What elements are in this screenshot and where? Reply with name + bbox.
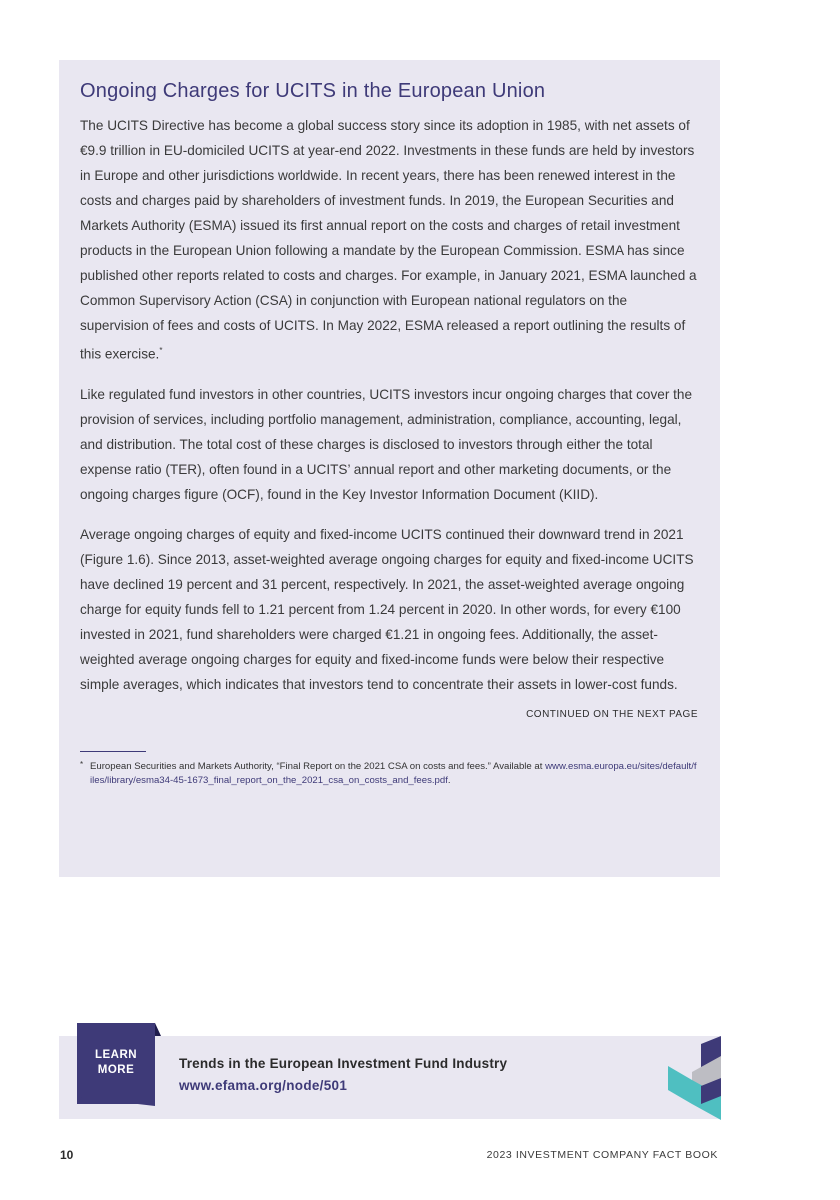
decorative-shapes [664, 1034, 722, 1120]
footnote-mark: * [80, 759, 84, 769]
paragraph-1-text: The UCITS Directive has become a global success story since its adoption in 1985, with net assets of €9.9 trillion in EU-domiciled UCITS at year-end 2022. Investments in these funds are held by investors in Europe and other jurisdictions worldwide. In recent years, there has been renewed interest in the costs and charges paid by shareholders of investment funds. In 2019, the European Securities and Markets Authority (ESMA) issued its first annual report on the costs and charges of retail investment products in the European Union following a mandate by the European Commission. ESMA has since published other reports related to costs and charges. For example, in January 2021, ESMA launched a Common Supervisory Action (CSA) in conjunction with European national regulators on the supervision of fees and costs of UCITS. In May 2022, ESMA released a report outlining the results of this exercise. [80, 118, 697, 362]
sidebar-box [59, 60, 720, 877]
footnote-end: . [447, 775, 451, 787]
page-number: 10 [60, 1148, 74, 1162]
learn-more-badge [77, 1023, 155, 1104]
footnote-text: European Securities and Markets Authority, “Final Report on the 2021 CSA on costs and fees.” Available at [90, 760, 543, 772]
paragraph-3: Average ongoing charges of equity and fixed-income UCITS continued their downward trend in 2021 (Figure 1.6). Since 2013, asset-weighted average ongoing charges for equity and fixed-income UCITS have declined 19 percent and 31 percent, respectively. In 2021, the asset-weighted average ongoing charge for equity funds fell to 1.21 percent from 1.24 percent in 2020. In other words, for every €100 invested in 2021, fund shareholders were charged €1.21 in ongoing fees. Additionally, the asset-weighted average ongoing charges for equity and fixed-income funds were below their respective simple averages, which indicates that investors tend to concentrate their assets in lower-cost funds. [80, 526, 694, 692]
continued-label: CONTINUED ON THE NEXT PAGE [526, 708, 698, 720]
footnote-divider [80, 751, 146, 752]
sidebar-title: Ongoing Charges for UCITS in the European Union [80, 80, 546, 102]
badge-fold-top [155, 1023, 161, 1036]
badge-fold-bottom [77, 1097, 155, 1106]
learn-more-link[interactable]: www.efama.org/node/501 [179, 1078, 348, 1093]
footnote [80, 760, 698, 789]
paragraph-1 [80, 113, 698, 367]
paragraph-2: Like regulated fund investors in other countries, UCITS investors incur ongoing charges that cover the provision of services, including portfolio management, administration, compliance, accounting, legal, and distribution. The total cost of these charges is disclosed to investors through either the total expense ratio (TER), often found in a UCITS’ annual report and other marketing documents, or the ongoing charges figure (OCF), found in the Key Investor Information Document (KIID). [80, 386, 693, 502]
book-title: 2023 INVESTMENT COMPANY FACT BOOK [486, 1149, 718, 1161]
footnote-link[interactable]: www.esma.europa.eu/sites/default/files/library/esma34-45-1673_final_report_on_the_2021_csa_on_costs_and_fees.pdf [90, 760, 697, 787]
footnote-marker: * [159, 346, 163, 355]
learn-more-badge-line1: LEARN [94, 1049, 138, 1061]
learn-more-title[interactable]: Trends in the European Investment Fund Industry [179, 1056, 508, 1071]
learn-more-band [59, 1036, 720, 1119]
learn-more-badge-line2: MORE [97, 1064, 135, 1076]
